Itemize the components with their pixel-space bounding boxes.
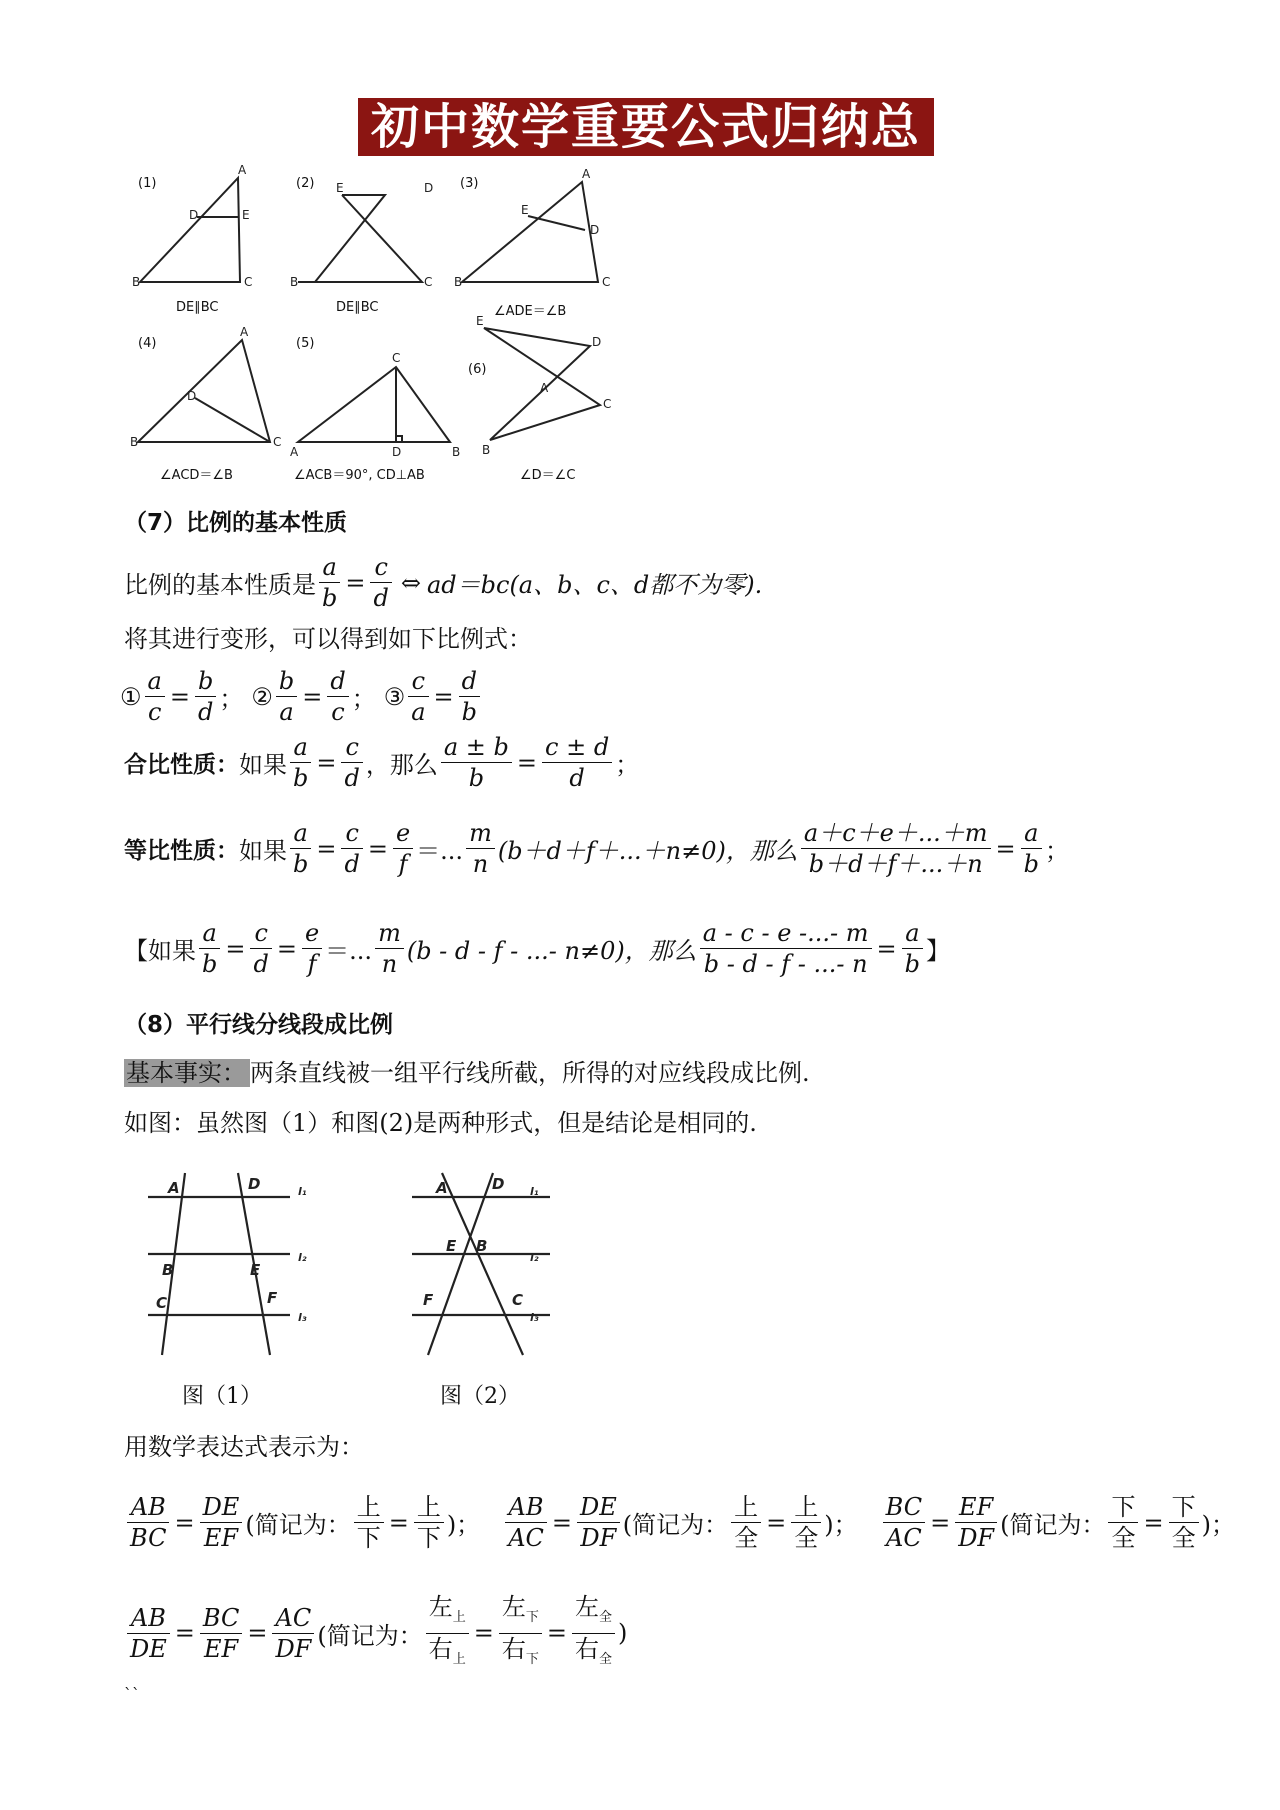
section8-heading: （8）平行线分线段成比例 [124, 1012, 394, 1038]
basic-property-line: 比例的基本性质是 $\frac{a}{b}$ = $\frac{c}{d}$ ⇔ ad＝bc(a、b、c、d都不为零). [124, 553, 763, 612]
svg-text:C: C [512, 1291, 524, 1309]
svg-text:B: B [290, 275, 299, 289]
svg-text:D: D [187, 389, 197, 403]
dengbi-label: 等比性质： [124, 838, 239, 864]
svg-text:B: B [162, 1261, 174, 1279]
svg-text:E: E [250, 1261, 261, 1279]
page-title: 初中数学重要公式归纳总结 [358, 98, 934, 156]
svg-text:F: F [267, 1289, 278, 1307]
svg-text:D: D [392, 445, 402, 459]
dengbi-subtraction: 【如果 $\frac{a}{b}$ = $\frac{c}{d}$ = $\frac{e}{f}$ ＝... $\frac{m}{n}$ (b - d - f - ...- n≠0)，那么 $\frac{a - c - e -...- m}{b - d - f - ...- n}$ = $\frac{a}{b}$ 】 [124, 919, 951, 978]
svg-text:C: C [156, 1294, 168, 1312]
svg-text:l₂: l₂ [530, 1251, 539, 1264]
svg-text:D: D [189, 208, 199, 222]
triangle-number-4: (4) [138, 336, 157, 351]
svg-text:B: B [454, 275, 463, 289]
triangle-caption-1: DE∥BC [176, 300, 219, 315]
frac-c-d: $\frac{c}{d}$ [370, 552, 391, 613]
basic-rest: ad＝bc(a、b、c、d都不为零). [426, 571, 763, 599]
svg-text:E: E [446, 1237, 457, 1255]
svg-text:D: D [492, 1175, 505, 1193]
svg-text:A: A [582, 167, 591, 181]
svg-text:B: B [130, 435, 139, 449]
svg-text:C: C [602, 275, 611, 289]
svg-text:C: C [603, 397, 612, 411]
triangle-number-2: (2) [296, 176, 315, 191]
svg-text:A: A [240, 325, 249, 339]
svg-text:B: B [132, 275, 141, 289]
hebi-label: 合比性质： [124, 752, 239, 778]
basic-fact-text: 两条直线被一组平行线所截，所得的对应线段成比例. [250, 1059, 810, 1087]
triangle-caption-2: DE∥BC [336, 300, 379, 315]
circle-three: ③ [383, 682, 406, 711]
triangle-caption-6: ∠D＝∠C [520, 468, 576, 483]
svg-text:E: E [242, 208, 250, 222]
svg-text:D: D [424, 181, 434, 195]
parallel-lines-figure [140, 1165, 580, 1365]
triangle-number-1: (1) [138, 176, 157, 191]
svg-text:l₃: l₃ [530, 1311, 539, 1324]
footnote: `` [124, 1685, 140, 1704]
svg-text:A: A [238, 163, 247, 177]
svg-text:D: D [592, 335, 602, 349]
triangle-number-5: (5) [296, 336, 315, 351]
figure2-caption: 图（2） [440, 1384, 520, 1409]
svg-text:C: C [392, 351, 401, 365]
basic-fact [124, 1058, 810, 1088]
triangle-number-3: (3) [460, 176, 479, 191]
dengbi-property: 等比性质： 如果 $\frac{a}{b}$ = $\frac{c}{d}$ = $\frac{e}{f}$ ＝... $\frac{m}{n}$ (b＋d＋f＋...＋n≠0)，那么 $\frac{a+c+e+...+m}{b+d+f+...+n}$ = $\frac{a}{b}$ ； [124, 819, 1069, 878]
iff-symbol: ⇔ [400, 568, 421, 597]
svg-text:A: A [290, 445, 299, 459]
proportion-formulas-row1: $\frac{AB}{BC}$ = $\frac{DE}{EF}$ (简记为： $\frac{\text{上}}{\text{下}}$ = $\frac{\text{上}}{\text{下}}$ )； $\frac{AB}{AC}$ = $\frac{DE}{DF}$ (简记为： $\frac{\text{上}}{\text{全}}$ = $\frac{\text{上}}{\text{全}}$ )； $\frac{BC}{AC}$ = $\frac{EF}{DF}$ (简记为： $\frac{\text{下}}{\text{全}}$ = $\frac{\text{下}}{\text{全}}$ )； [124, 1492, 1235, 1553]
svg-text:E: E [521, 203, 529, 217]
figure-note: 如图：虽然图（1）和图(2)是两种形式，但是结论是相同的. [124, 1109, 757, 1137]
figure1-caption: 图（1） [182, 1384, 262, 1409]
triangle-caption-4: ∠ACD＝∠B [160, 468, 233, 483]
transform-text: 将其进行变形，可以得到如下比例式： [124, 625, 532, 653]
svg-text:D: D [248, 1175, 261, 1193]
section7-heading: （7）比例的基本性质 [124, 510, 348, 536]
svg-text:l₁: l₁ [298, 1185, 307, 1198]
basic-prefix: 比例的基本性质是 [124, 571, 316, 599]
svg-text:A: A [436, 1179, 448, 1197]
proportion-formulas-row2: $\frac{AB}{DE}$ = $\frac{BC}{EF}$ = $\frac{AC}{DF}$ (简记为： $\frac{左_上}{右_上}$ = $\frac{左_下}{右_下}$ = $\frac{左_全}{右_全}$ ) [124, 1592, 627, 1675]
express-text: 用数学表达式表示为： [124, 1433, 364, 1461]
proportion-forms: ① $\frac{a}{c}$ = $\frac{b}{d}$ ； ② $\frac{b}{a}$ = $\frac{d}{c}$ ； ③ $\frac{c}{a}$ = $\frac{d}{b}$ [120, 666, 483, 727]
svg-text:A: A [540, 381, 549, 395]
svg-text:B: B [476, 1237, 488, 1255]
triangle-caption-3: ∠ADE＝∠B [494, 304, 567, 319]
svg-text:l₃: l₃ [298, 1311, 307, 1324]
svg-text:C: C [244, 275, 253, 289]
basic-fact-label: 基本事实： [124, 1059, 250, 1087]
svg-text:A: A [168, 1179, 180, 1197]
similar-triangles-figure [120, 160, 640, 490]
hebi-property: 合比性质： 如果 $\frac{a}{b}$ = $\frac{c}{d}$ ，那么 $\frac{a \pm b}{b}$ = $\frac{c \pm d}{d}$ ； [124, 733, 640, 792]
svg-text:E: E [336, 181, 344, 195]
svg-text:F: F [423, 1291, 434, 1309]
svg-text:C: C [424, 275, 433, 289]
svg-text:E: E [476, 314, 484, 328]
svg-text:B: B [452, 445, 461, 459]
svg-text:l₁: l₁ [530, 1185, 539, 1198]
svg-text:B: B [482, 443, 491, 457]
svg-text:l₂: l₂ [298, 1251, 307, 1264]
triangle-caption-5: ∠ACB＝90°, CD⊥AB [294, 468, 425, 483]
triangle-number-6: (6) [468, 362, 487, 377]
svg-text:D: D [590, 223, 600, 237]
svg-text:C: C [273, 435, 282, 449]
frac-a-b: $\frac{a}{b}$ [319, 552, 340, 613]
circle-one: ① [120, 682, 142, 711]
circle-two: ② [251, 682, 273, 711]
